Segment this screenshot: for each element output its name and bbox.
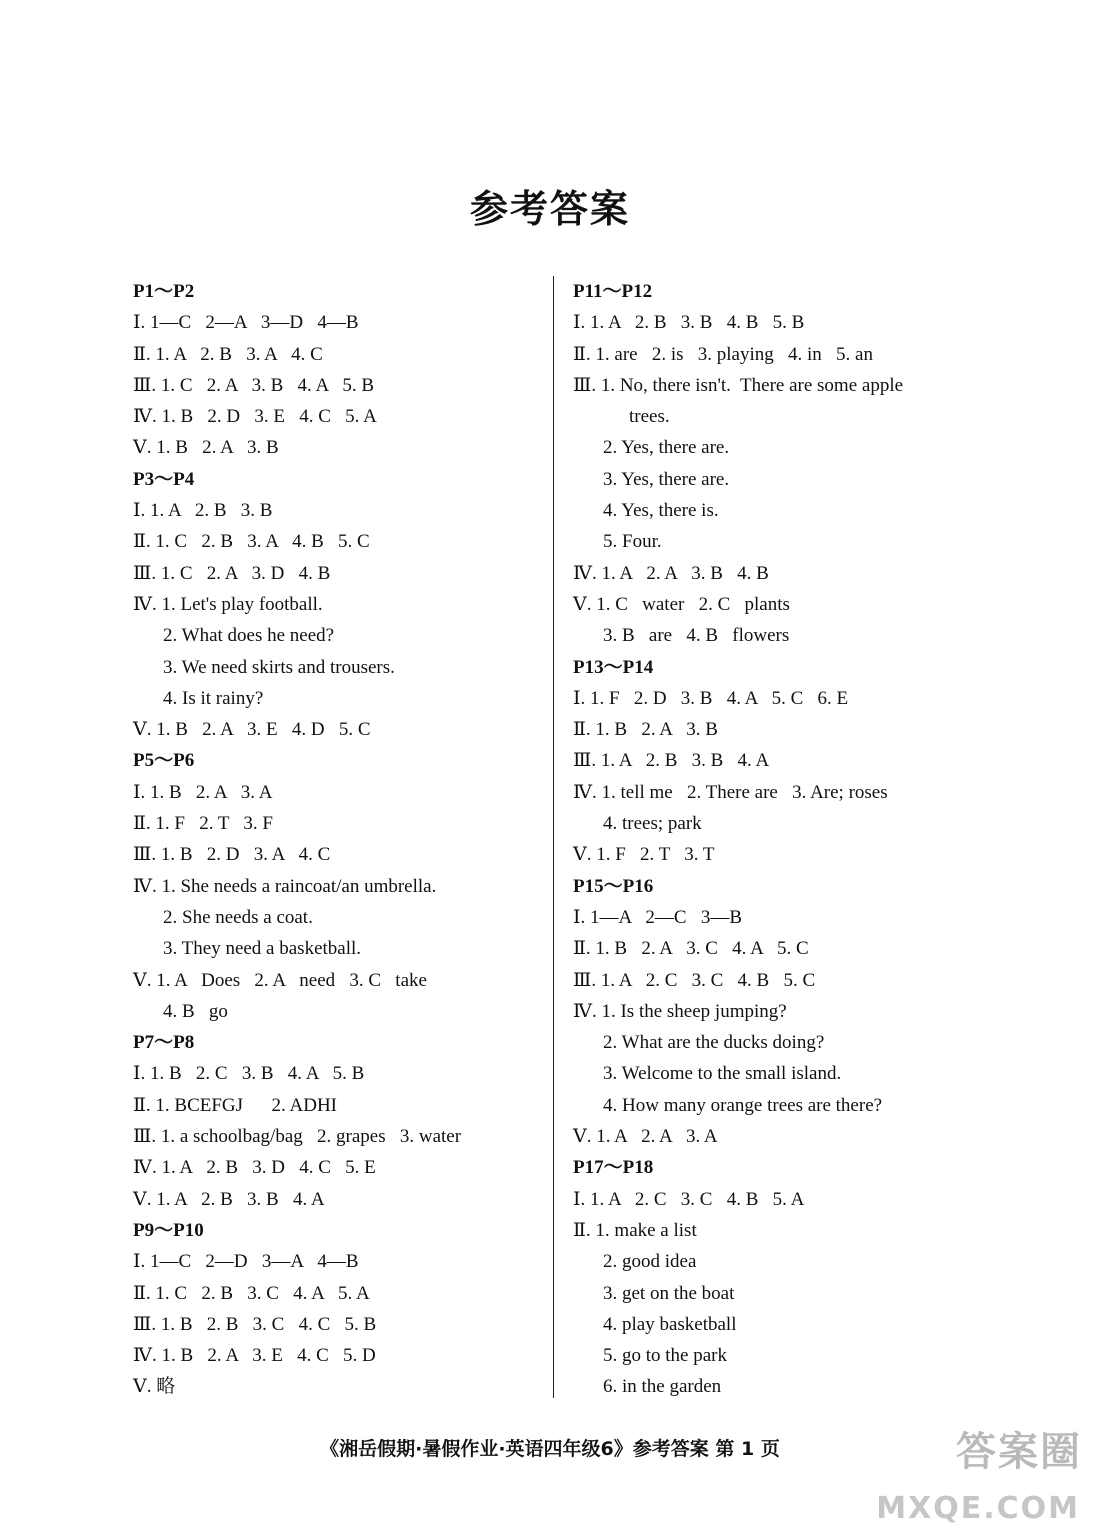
answer-line: 4. Is it rainy? bbox=[163, 687, 264, 709]
answer-line: 4. B go bbox=[163, 1000, 228, 1022]
answer-line: Ⅱ. 1. A 2. B 3. A 4. C bbox=[133, 343, 323, 365]
watermark-logo: 答案圈 bbox=[956, 1429, 1082, 1475]
answer-line: Ⅰ. 1. A 2. C 3. C 4. B 5. A bbox=[573, 1188, 805, 1210]
page-footer: 《湘岳假期·暑假作业·英语四年级6》参考答案 第 1 页 bbox=[320, 1438, 780, 1460]
section-header: P7～P8 bbox=[133, 1032, 195, 1054]
section-header: P15～P16 bbox=[573, 875, 654, 897]
answer-line: Ⅲ. 1. C 2. A 3. D 4. B bbox=[133, 562, 331, 584]
answer-line: Ⅱ. 1. B 2. A 3. C 4. A 5. C bbox=[573, 938, 809, 960]
answer-line: Ⅰ. 1—A 2—C 3—B bbox=[573, 906, 743, 928]
page-title: 参考答案 bbox=[469, 187, 630, 231]
answer-line: Ⅳ. 1. B 2. A 3. E 4. C 5. D bbox=[133, 1345, 376, 1367]
section-header: P3～P4 bbox=[133, 468, 195, 490]
answer-line: Ⅰ. 1—C 2—D 3—A 4—B bbox=[133, 1251, 359, 1273]
answer-line: Ⅳ. 1. Is the sheep jumping? bbox=[573, 1000, 787, 1022]
answer-line: Ⅳ. 1. She needs a raincoat/an umbrella. bbox=[133, 875, 437, 897]
answer-line: Ⅱ. 1. make a list bbox=[573, 1219, 697, 1241]
answer-line: Ⅴ. 略 bbox=[133, 1376, 176, 1398]
answer-line: Ⅴ. 1. A 2. A 3. A bbox=[573, 1126, 718, 1148]
answer-line: 3. Yes, there are. bbox=[603, 468, 730, 490]
section-header: P13～P14 bbox=[573, 656, 654, 678]
answer-line: Ⅴ. 1. F 2. T 3. T bbox=[573, 844, 715, 866]
answer-line: 5. go to the park bbox=[603, 1345, 728, 1367]
answer-column-right bbox=[573, 276, 1003, 1403]
answer-line: Ⅴ. 1. A Does 2. A need 3. C take bbox=[133, 969, 427, 991]
watermark bbox=[876, 1416, 1086, 1526]
answer-line: Ⅳ. 1. A 2. B 3. D 4. C 5. E bbox=[133, 1157, 376, 1179]
answer-line: 3. Welcome to the small island. bbox=[603, 1063, 842, 1085]
answer-line: 3. They need a basketball. bbox=[163, 938, 362, 960]
answer-line: trees. bbox=[629, 406, 670, 428]
answer-line: 4. Yes, there is. bbox=[603, 500, 719, 522]
answer-line: 2. What are the ducks doing? bbox=[603, 1032, 825, 1054]
answer-line: Ⅰ. 1. A 2. B 3. B bbox=[133, 500, 273, 522]
answer-line: Ⅰ. 1. B 2. C 3. B 4. A 5. B bbox=[133, 1063, 365, 1085]
section-header: P1～P2 bbox=[133, 281, 195, 302]
answer-line: 3. We need skirts and trousers. bbox=[163, 656, 395, 678]
answer-line: Ⅰ. 1. B 2. A 3. A bbox=[133, 781, 273, 803]
answer-line: 2. What does he need? bbox=[163, 625, 335, 647]
section-header: P17～P18 bbox=[573, 1157, 654, 1179]
answer-line: Ⅲ. 1. C 2. A 3. B 4. A 5. B bbox=[133, 374, 375, 396]
answer-line: 5. Four. bbox=[603, 531, 662, 553]
answer-column-left bbox=[133, 276, 563, 1403]
answer-line: Ⅰ. 1. A 2. B 3. B 4. B 5. B bbox=[573, 312, 805, 334]
answer-line: Ⅱ. 1. C 2. B 3. C 4. A 5. A bbox=[133, 1282, 370, 1304]
answer-line: Ⅳ. 1. tell me 2. There are 3. Are; roses bbox=[573, 781, 888, 803]
answer-line: Ⅳ. 1. B 2. D 3. E 4. C 5. A bbox=[133, 406, 377, 428]
answer-line: 2. good idea bbox=[603, 1251, 697, 1273]
answer-line: 3. get on the boat bbox=[603, 1282, 735, 1304]
answer-line: Ⅱ. 1. are 2. is 3. playing 4. in 5. an bbox=[573, 343, 873, 365]
answer-line: Ⅰ. 1—C 2—A 3—D 4—B bbox=[133, 312, 359, 334]
answer-line: Ⅱ. 1. C 2. B 3. A 4. B 5. C bbox=[133, 531, 370, 553]
answer-line: Ⅴ. 1. B 2. A 3. B bbox=[133, 437, 279, 459]
answer-line: Ⅴ. 1. B 2. A 3. E 4. D 5. C bbox=[133, 719, 371, 741]
answer-line: Ⅲ. 1. B 2. D 3. A 4. C bbox=[133, 844, 331, 866]
section-header: P11～P12 bbox=[573, 281, 653, 302]
answer-line: Ⅰ. 1. F 2. D 3. B 4. A 5. C 6. E bbox=[573, 687, 849, 709]
answer-line: Ⅲ. 1. A 2. B 3. B 4. A bbox=[573, 750, 770, 772]
answer-line: 6. in the garden bbox=[603, 1376, 722, 1398]
watermark-text: MXQE.COM bbox=[876, 1491, 1080, 1526]
answer-line: Ⅲ. 1. B 2. B 3. C 4. C 5. B bbox=[133, 1313, 377, 1335]
answer-line: Ⅴ. 1. A 2. B 3. B 4. A bbox=[133, 1188, 325, 1210]
section-header: P9～P10 bbox=[133, 1219, 204, 1241]
answer-line: Ⅱ. 1. F 2. T 3. F bbox=[133, 813, 273, 835]
answer-line: 4. How many orange trees are there? bbox=[603, 1094, 883, 1116]
answer-line: 2. Yes, there are. bbox=[603, 437, 730, 459]
answer-line: Ⅲ. 1. A 2. C 3. C 4. B 5. C bbox=[573, 969, 816, 991]
answer-line: 4. trees; park bbox=[603, 813, 702, 835]
answer-line: Ⅱ. 1. BCEFGJ 2. ADHI bbox=[133, 1094, 337, 1116]
section-header: P5～P6 bbox=[133, 750, 195, 772]
answer-line: Ⅳ. 1. A 2. A 3. B 4. B bbox=[573, 562, 769, 584]
answer-line: Ⅱ. 1. B 2. A 3. B bbox=[573, 719, 718, 741]
column-divider bbox=[553, 276, 554, 1398]
answer-line: 3. B are 4. B flowers bbox=[603, 625, 790, 647]
answer-line: Ⅲ. 1. No, there isn't. There are some apple bbox=[573, 374, 904, 396]
answer-line: Ⅲ. 1. a schoolbag/bag 2. grapes 3. water bbox=[133, 1126, 462, 1148]
answer-line: Ⅳ. 1. Let's play football. bbox=[133, 593, 323, 615]
answer-line: 4. play basketball bbox=[603, 1313, 737, 1335]
answer-line: 2. She needs a coat. bbox=[163, 906, 313, 928]
answer-line: Ⅴ. 1. C water 2. C plants bbox=[573, 593, 790, 615]
